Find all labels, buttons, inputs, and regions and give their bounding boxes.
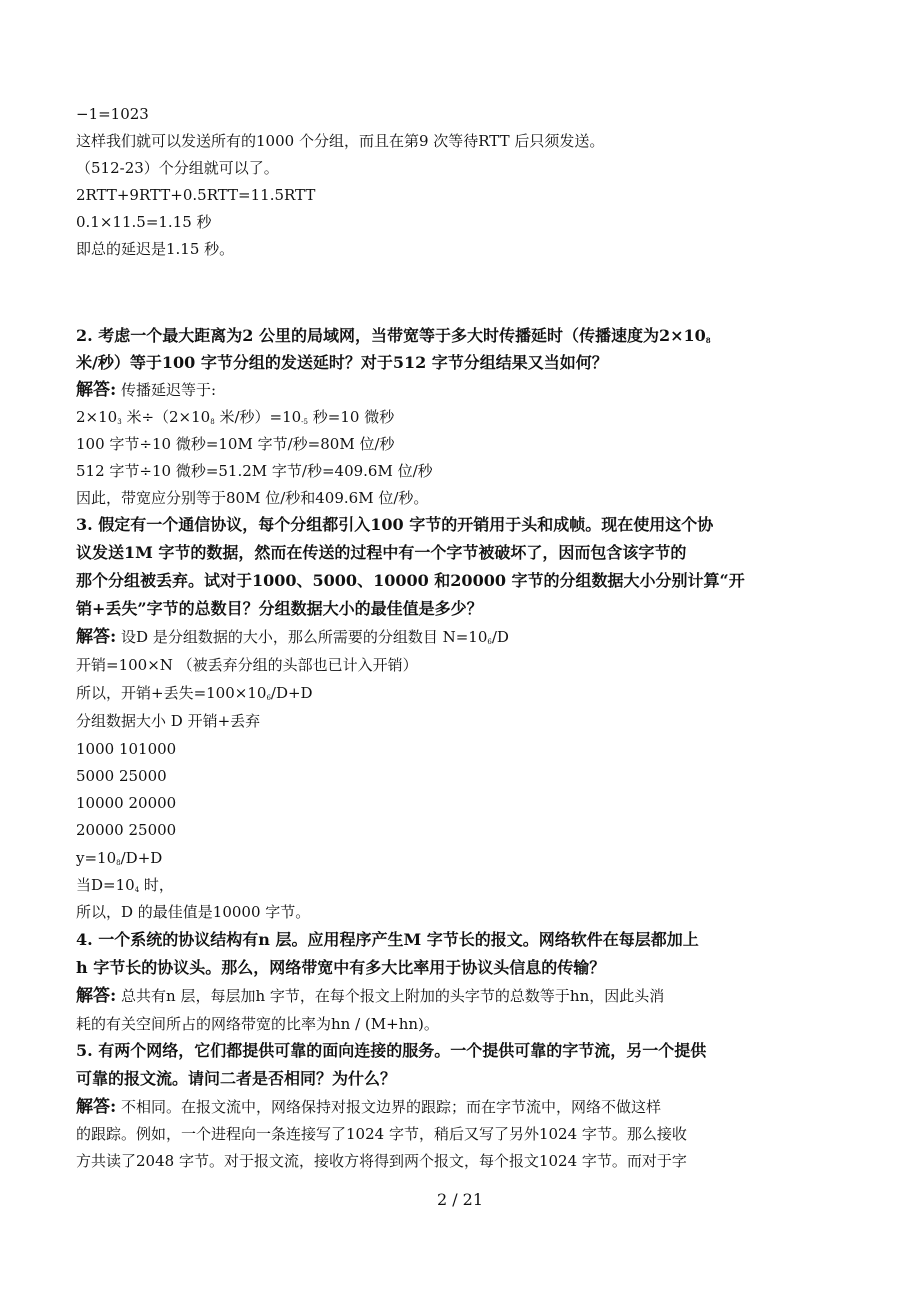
text-line: 的跟踪。例如，一个进程向一条连接写了1024 字节，稍后又写了另外1024 字节。那么接收 xyxy=(76,1125,687,1143)
question-4-title-cont: h 字节长的协议头。那么，网络带宽中有多大比率用于协议头信息的传输？ xyxy=(76,958,606,977)
formula-line: 所以，开销+丢失$=100\times 10_6/D+D$ xyxy=(76,684,313,702)
text-line: 方共读了2048 字节。对于报文流，接收方将得到两个报文，每个报文1024 字节。而对于字 xyxy=(76,1152,687,1170)
question-3-title-cont: 议发送1M 字节的数据，然而在传送的过程中有一个字节被破坏了，因而包含该字节的 xyxy=(76,543,687,562)
answer-line: 解答: 设D 是分组数据的大小，那么所需要的分组数目 $N=10_6/D$ xyxy=(76,627,509,647)
answer-line: 解答: 传播延迟等于: xyxy=(76,380,217,400)
answer-label: 解答: xyxy=(76,380,117,400)
text-line: 即总的延迟是1.15 秒。 xyxy=(76,240,235,258)
table-row: 20000 25000 xyxy=(76,821,177,839)
text-line: 0.1×11.5=1.15 秒 xyxy=(76,213,212,231)
table-row: 1000 101000 xyxy=(76,740,177,758)
question-3-title: 3. 假定有一个通信协议，每个分组都引入100 字节的开销用于头和成帧。现在使用这个协 xyxy=(76,515,714,534)
text-line: 开销=100×N （被丢弃分组的头部也已计入开销） xyxy=(76,656,418,674)
formula-line: $y=10_8/D+D$ xyxy=(76,849,163,867)
question-3-title-cont: 销+丢失”字节的总数目？分组数据大小的最佳值是多少？ xyxy=(76,599,483,618)
text-line: 因此，带宽应分别等于80M 位/秒和409.6M 位/秒。 xyxy=(76,489,429,507)
question-4-title: 4. 一个系统的协议结构有n 层。应用程序产生M 字节长的报文。网络软件在每层都加上 xyxy=(76,930,699,949)
question-5-title: 5. 有两个网络，它们都提供可靠的面向连接的服务。一个提供可靠的字节流，另一个提供 xyxy=(76,1041,707,1060)
question-3-title-cont: 那个分组被丢弃。试对于1000、5000、10000 和20000 字节的分组数据大小分别计算“开 xyxy=(76,571,745,590)
text-line: 100 字节÷10 微秒=10M 字节/秒=80M 位/秒 xyxy=(76,435,395,453)
text-line: 512 字节÷10 微秒=51.2M 字节/秒=409.6M 位/秒 xyxy=(76,462,433,480)
text-line: 这样我们就可以发送所有的1000 个分组，而且在第9 次等待RTT 后只须发送。 xyxy=(76,132,605,150)
text-line: 2RTT+9RTT+0.5RTT=11.5RTT xyxy=(76,186,316,204)
question-2-title-cont: 米/秒）等于100 字节分组的发送延时？对于512 字节分组结果又当如何？ xyxy=(76,353,608,372)
formula-line: $2\times 10_3$ 米$\div(2\times 10_8$ 米/秒）$=10_{-5}$ 秒=10 微秒 xyxy=(76,408,395,426)
question-5-title-cont: 可靠的报文流。请问二者是否相同？为什么？ xyxy=(76,1069,397,1088)
text-line: −1=1023 xyxy=(76,105,149,123)
answer-label: 解答: xyxy=(76,1097,117,1117)
table-header: 分组数据大小 D 开销+丢弃 xyxy=(76,712,261,730)
formula-line: 当$D=10_4$ 时， xyxy=(76,876,174,894)
answer-line: 解答: 总共有n 层，每层加h 字节，在每个报文上附加的头字节的总数等于hn，因此头消 xyxy=(76,986,665,1006)
table-row: 5000 25000 xyxy=(76,767,167,785)
answer-label: 解答: xyxy=(76,627,117,647)
question-2-title: 2. 考虑一个最大距离为2 公里的局域网，当带宽等于多大时传播延时（传播速度为$2\times 10_8$ xyxy=(76,326,711,345)
text-line: 耗的有关空间所占的网络带宽的比率为hn / (M+hn)。 xyxy=(76,1015,439,1033)
answer-label: 解答: xyxy=(76,986,117,1006)
text-line: 所以，D 的最佳值是10000 字节。 xyxy=(76,903,311,921)
table-row: 10000 20000 xyxy=(76,794,177,812)
page-number: 2 / 21 xyxy=(436,1190,484,1209)
text-line: （512-23）个分组就可以了。 xyxy=(76,159,279,177)
answer-line: 解答: 不相同。在报文流中，网络保持对报文边界的跟踪；而在字节流中，网络不做这样 xyxy=(76,1097,662,1117)
